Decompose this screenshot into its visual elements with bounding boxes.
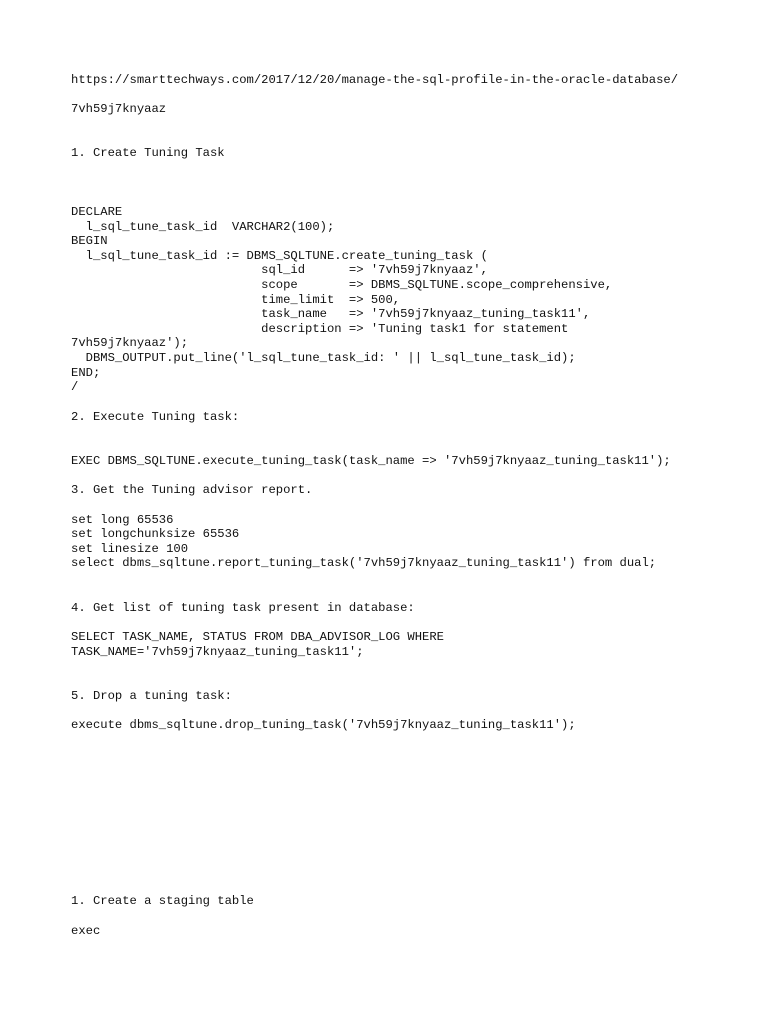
section-heading-create-staging-table: 1. Create a staging table: [71, 894, 254, 908]
code-line: description => 'Tuning task1 for statement: [71, 322, 569, 336]
code-line: exec: [71, 924, 101, 938]
code-line: DECLARE: [71, 205, 123, 219]
code-line: select dbms_sqltune.report_tuning_task('7vh59j7knyaaz_tuning_task11') from dual;: [71, 556, 657, 570]
code-line: TASK_NAME='7vh59j7knyaaz_tuning_task11';: [71, 645, 364, 659]
code-line: set longchunksize 65536: [71, 527, 240, 541]
code-line: l_sql_tune_task_id := DBMS_SQLTUNE.create_tuning_task (: [71, 249, 488, 263]
code-line: sql_id => '7vh59j7knyaaz',: [71, 263, 488, 277]
code-line: /: [71, 380, 79, 394]
code-line: DBMS_OUTPUT.put_line('l_sql_tune_task_id: ' || l_sql_tune_task_id);: [71, 351, 576, 365]
code-line: BEGIN: [71, 234, 108, 248]
section-heading-create-tuning-task: 1. Create Tuning Task: [71, 146, 225, 160]
section-heading-tuning-advisor-report: 3. Get the Tuning advisor report.: [71, 483, 313, 497]
code-line: l_sql_tune_task_id VARCHAR2(100);: [71, 220, 335, 234]
code-line: 7vh59j7knyaaz');: [71, 336, 189, 350]
code-line: task_name => '7vh59j7knyaaz_tuning_task11',: [71, 307, 591, 321]
code-line: set linesize 100: [71, 542, 189, 556]
code-line: time_limit => 500,: [71, 293, 401, 307]
source-url: https://smarttechways.com/2017/12/20/manage-the-sql-profile-in-the-oracle-database/: [71, 73, 679, 87]
section-heading-list-tuning-tasks: 4. Get list of tuning task present in database:: [71, 601, 415, 615]
code-line: EXEC DBMS_SQLTUNE.execute_tuning_task(task_name => '7vh59j7knyaaz_tuning_task11');: [71, 454, 671, 468]
code-line: END;: [71, 366, 101, 380]
code-line: SELECT TASK_NAME, STATUS FROM DBA_ADVISOR_LOG WHERE: [71, 630, 444, 644]
section-heading-execute-tuning-task: 2. Execute Tuning task:: [71, 410, 240, 424]
section-heading-drop-tuning-task: 5. Drop a tuning task:: [71, 689, 232, 703]
code-line: scope => DBMS_SQLTUNE.scope_comprehensive,: [71, 278, 613, 292]
code-line: set long 65536: [71, 513, 174, 527]
code-line: execute dbms_sqltune.drop_tuning_task('7vh59j7knyaaz_tuning_task11');: [71, 718, 576, 732]
sql-id: 7vh59j7knyaaz: [71, 102, 167, 116]
